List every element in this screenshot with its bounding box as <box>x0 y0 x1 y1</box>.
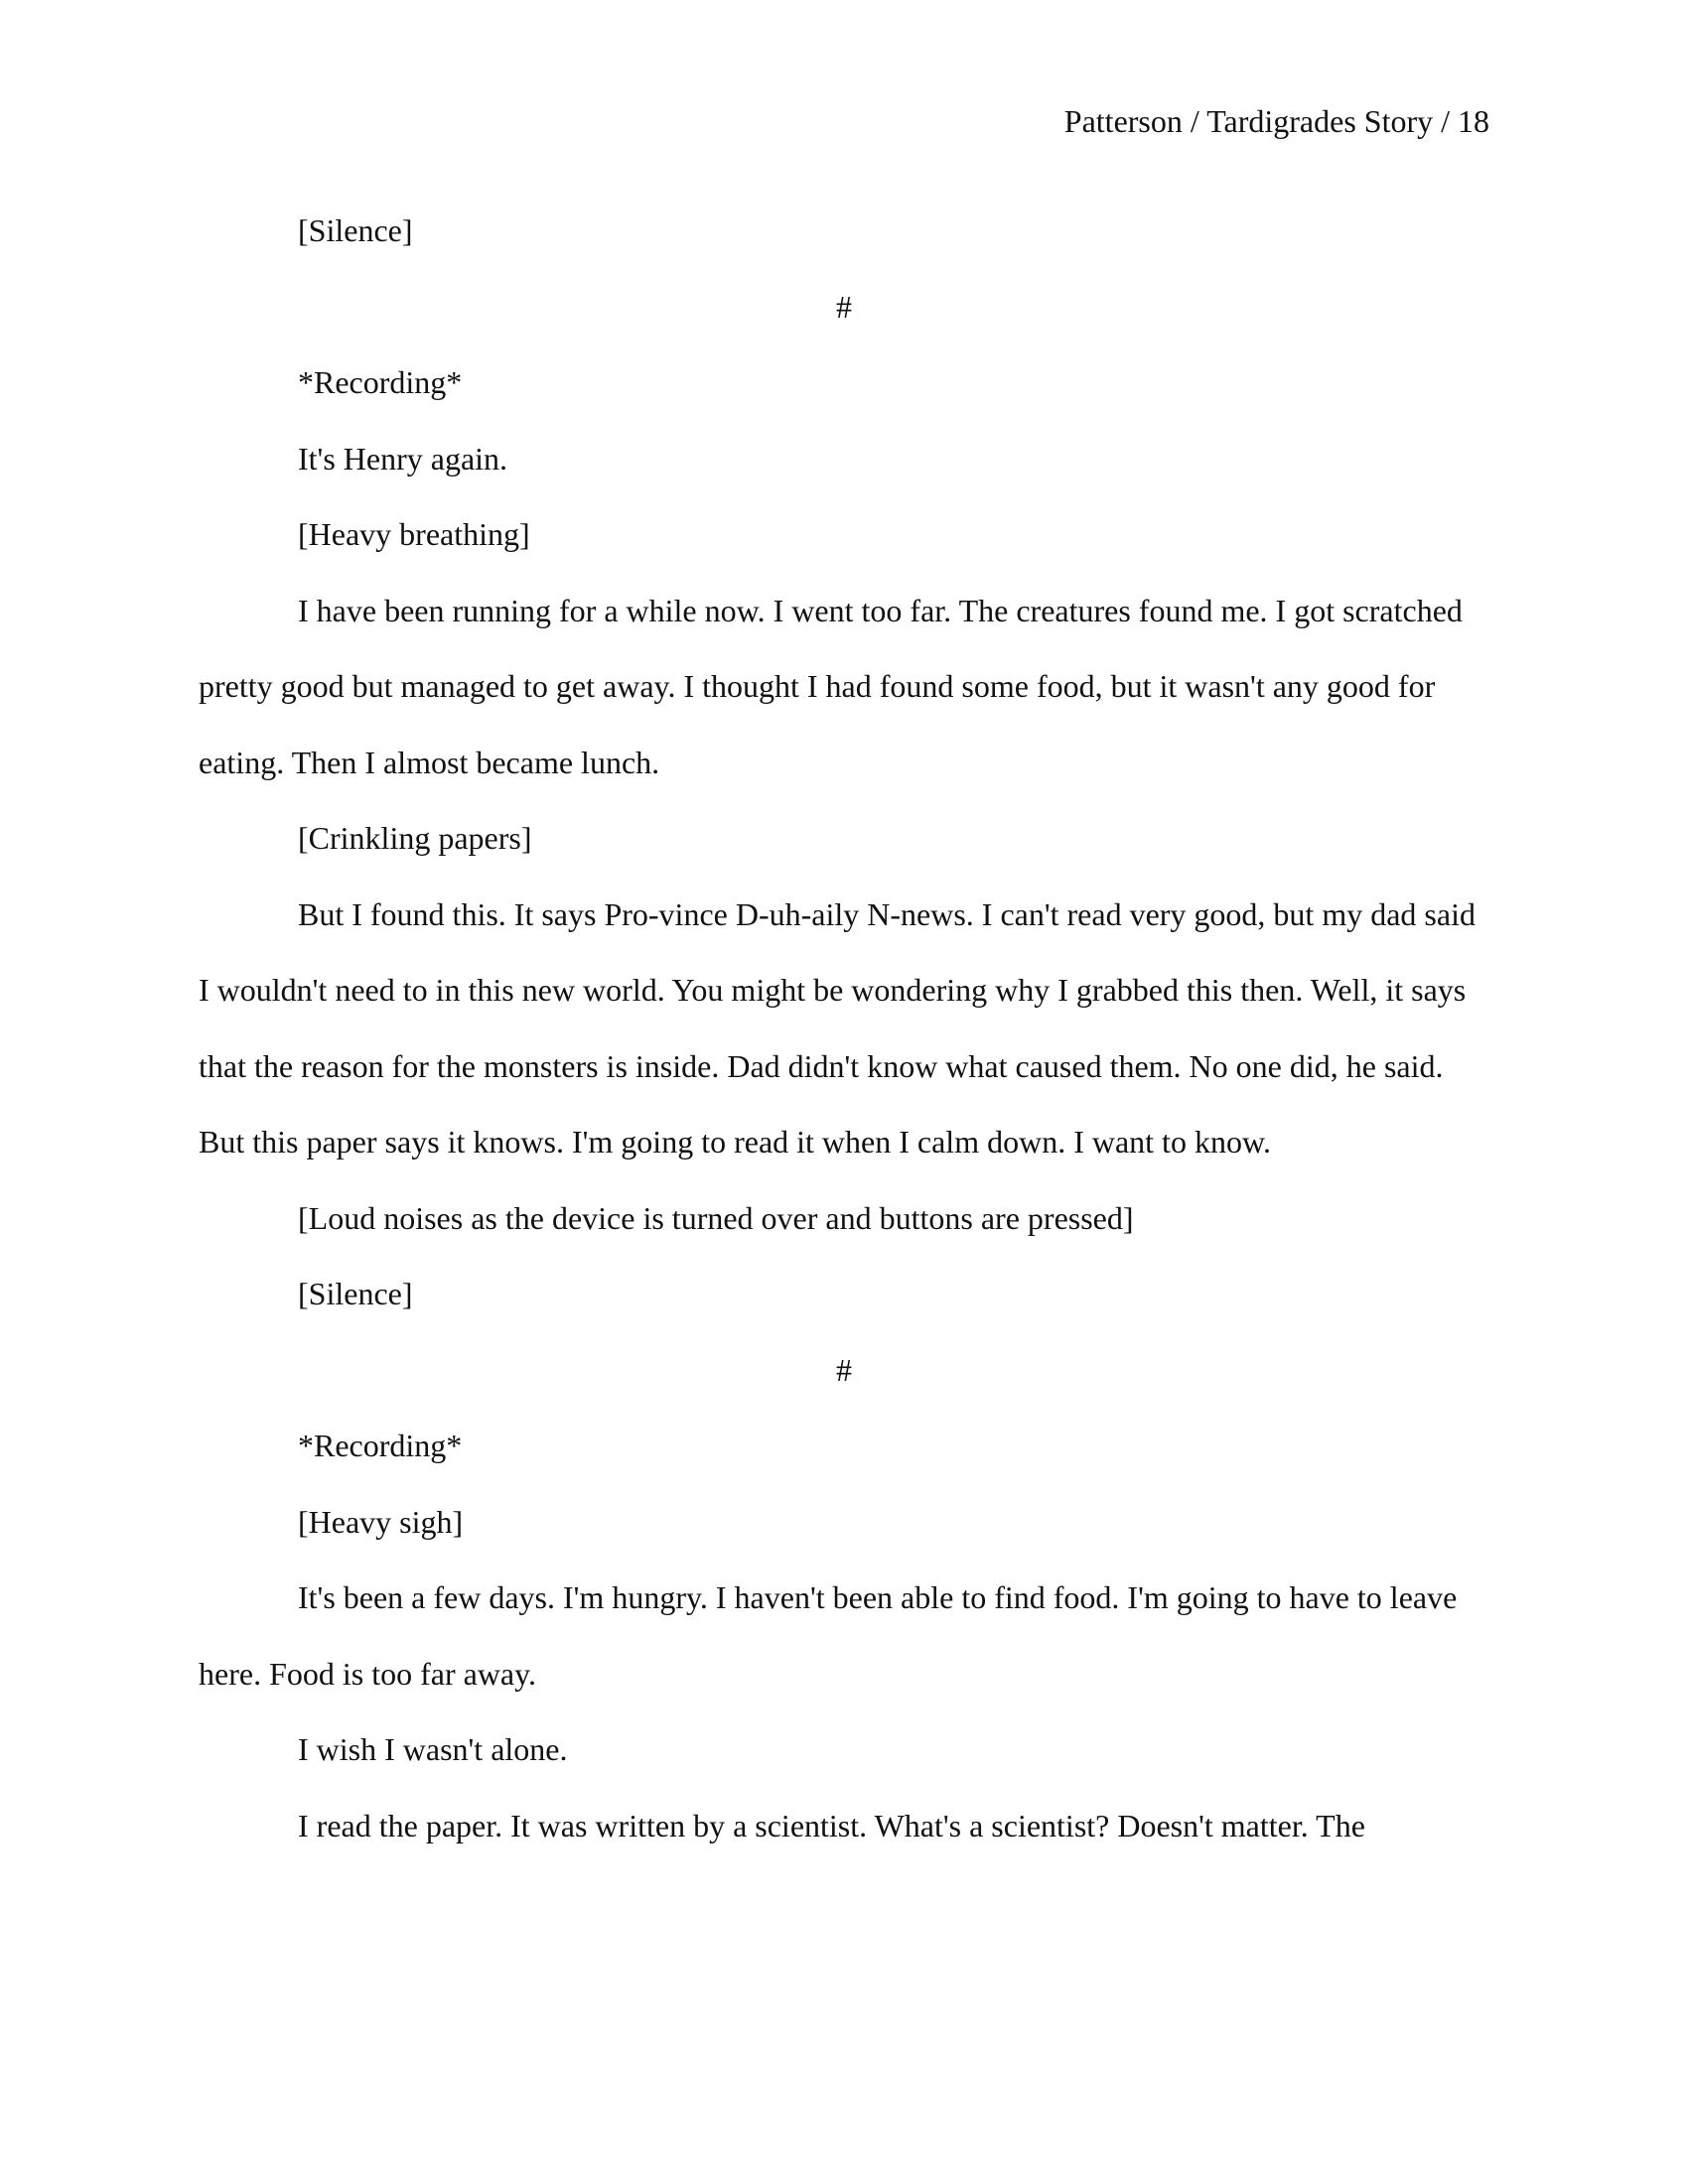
paragraph-hungry: It's been a few days. I'm hungry. I haven't been able to find food. I'm going to have to leave here. Food is too far away. <box>199 1579 1458 1692</box>
paragraph-silence-1: [Silence] <box>298 212 413 248</box>
paragraph-found-paper: But I found this. It says Pro-vince D-uh-aily N-news. I can't read very good, but my dad said I wouldn't need to in this new world. You might be wondering why I grabbed this then. Well, it says that the reason for the monsters is inside. Dad didn't know what caused them. No one did, he said. But this paper says it knows. I'm going to read it when I calm down. I want to know. <box>199 895 1476 1160</box>
section-break-1: # <box>836 288 852 325</box>
section-break-2: # <box>836 1351 852 1388</box>
paragraph-alone: I wish I wasn't alone. <box>298 1731 568 1767</box>
paragraph-loud-noises: [Loud noises as the device is turned over and buttons are pressed] <box>298 1199 1134 1236</box>
paragraph-heavy-breathing: [Heavy breathing] <box>298 516 530 552</box>
paragraph-running: I have been running for a while now. I went too far. The creatures found me. I got scratched pretty good but managed to get away. I thought I had found some food, but it wasn't any good for eating. Then I almost became lunch. <box>199 592 1463 780</box>
paragraph-read-paper: I read the paper. It was written by a scientist. What's a scientist? Doesn't matter. The <box>298 1807 1365 1843</box>
paragraph-recording-2: *Recording* <box>298 1428 463 1463</box>
paragraph-recording-1: *Recording* <box>298 364 463 400</box>
body-text <box>199 193 1489 1863</box>
paragraph-silence-2: [Silence] <box>298 1276 413 1311</box>
paragraph-heavy-sigh: [Heavy sigh] <box>298 1503 464 1540</box>
paragraph-crinkling-papers: [Crinkling papers] <box>298 820 532 856</box>
running-head: Patterson / Tardigrades Story / 18 <box>1063 103 1489 139</box>
paragraph-henry-again: It's Henry again. <box>298 440 508 477</box>
